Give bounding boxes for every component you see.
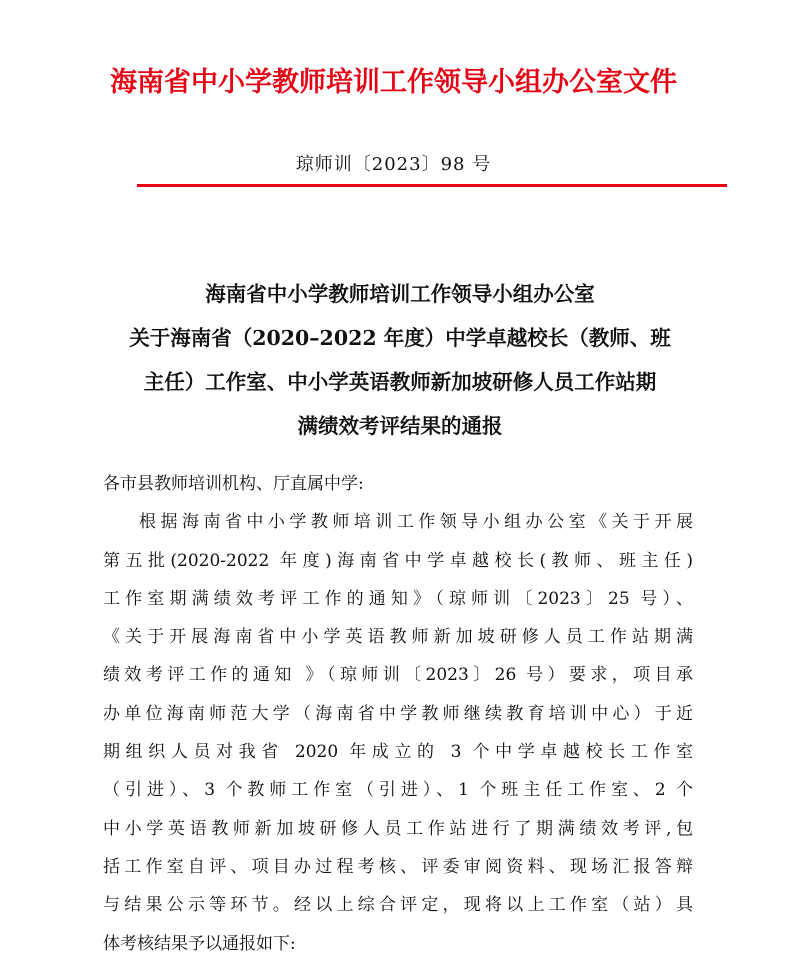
paragraph-line: 体考核结果予以通报如下: bbox=[103, 933, 296, 954]
paragraph-line: 括工作室自评、项目办过程考核、评委审阅资料、现场汇报答辩 bbox=[103, 856, 693, 877]
paragraph-line: 《关于开展海南省中小学英语教师新加坡研修人员工作站期满 bbox=[103, 627, 693, 648]
red-divider-line bbox=[137, 184, 727, 187]
title-line: 主任）工作室、中小学英语教师新加坡研修人员工作站期 bbox=[143, 370, 657, 394]
paragraph-line: 根据海南省中小学教师培训工作领导小组办公室《关于开展 bbox=[139, 512, 693, 533]
document-number: 琼师训〔2023〕98 号 bbox=[295, 154, 492, 175]
paragraph-line: 工作室期满绩效考评工作的通知》（琼师训〔2023〕25 号）、 bbox=[103, 588, 693, 609]
issuing-agency-header: 海南省中小学教师培训工作领导小组办公室文件 bbox=[110, 67, 677, 98]
title-line: 海南省中小学教师培训工作领导小组办公室 bbox=[205, 282, 595, 306]
paragraph-line: （引进）、3 个教师工作室（引进）、1 个班主任工作室、2 个 bbox=[103, 780, 693, 801]
salutation: 各市县教师培训机构、厅直属中学: bbox=[103, 474, 364, 494]
paragraph-line: 期组织人员对我省 2020 年成立的 3 个中学卓越校长工作室 bbox=[103, 742, 693, 763]
paragraph-line: 中小学英语教师新加坡研修人员工作站进行了期满绩效考评,包 bbox=[103, 818, 693, 839]
title-line: 关于海南省（2020–2022 年度）中学卓越校长（教师、班 bbox=[129, 326, 671, 350]
paragraph-line: 办单位海南师范大学（海南省中学教师继续教育培训中心）于近 bbox=[103, 703, 693, 724]
title-line: 满绩效考评结果的通报 bbox=[297, 414, 503, 438]
paragraph-line: 与结果公示等环节。经以上综合评定，现将以上工作室（站）具 bbox=[103, 895, 693, 916]
document-body bbox=[103, 465, 693, 963]
document-title bbox=[100, 272, 700, 448]
paragraph-line: 绩效考评工作的通知 》（琼师训〔2023〕26 号）要求，项目承 bbox=[103, 665, 693, 686]
paragraph-line: 第五批(2020-2022 年度)海南省中学卓越校长(教师、班主任) bbox=[103, 550, 693, 571]
